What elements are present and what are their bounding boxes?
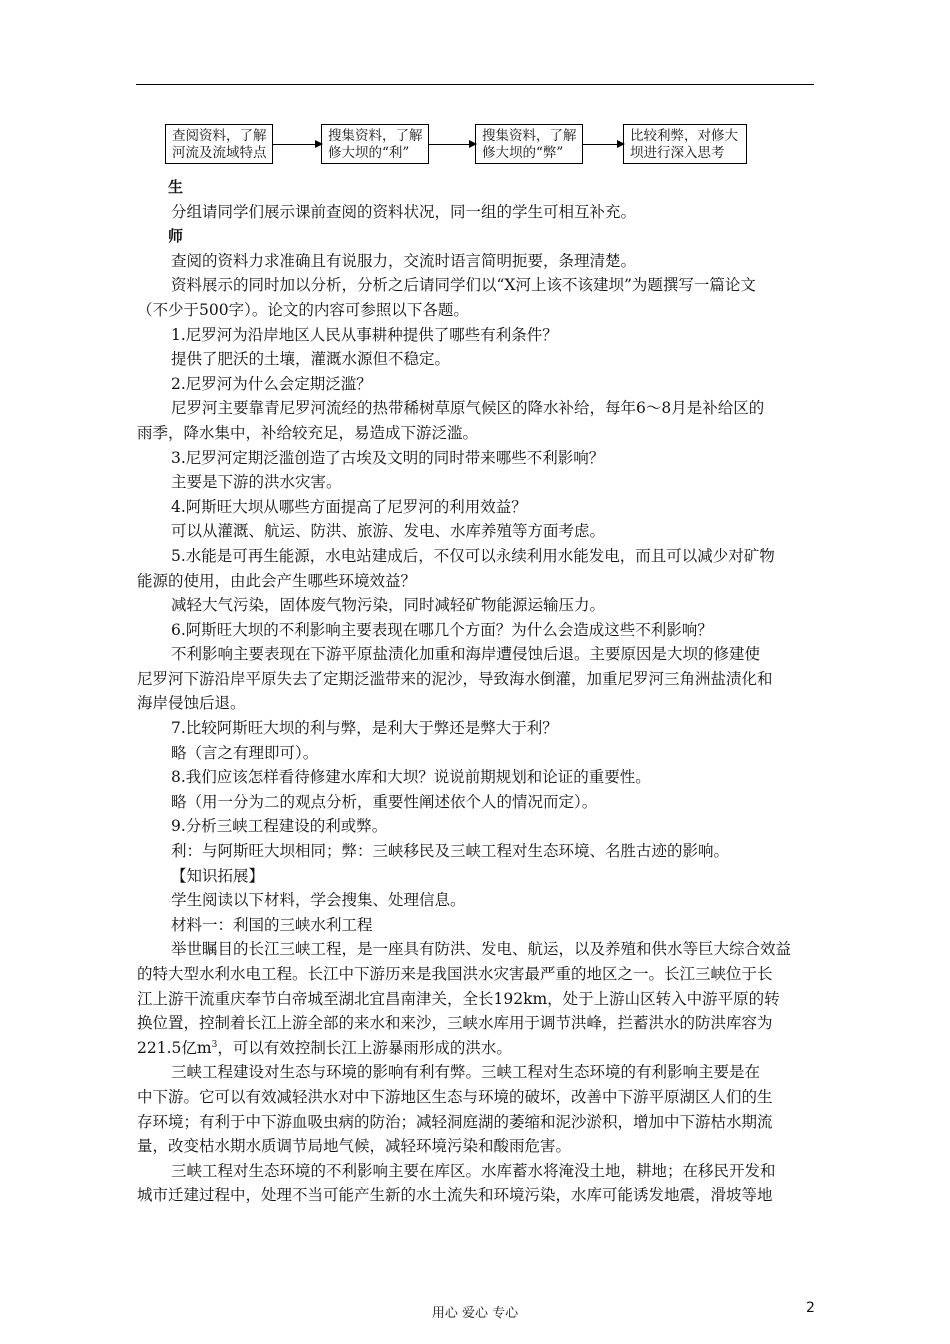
paragraph-continuation: 城市迁建过程中，处理不当可能产生新的水土流失和环境污染，水库可能诱发地震，滑坡等地 <box>137 1186 773 1205</box>
flow-arrow-icon <box>583 144 623 145</box>
superscript: 3 <box>211 1039 218 1050</box>
flow-step-3 <box>475 124 583 164</box>
question-1: 1.尼罗河为沿岸地区人民从事耕种提供了哪些有利条件？ <box>171 325 558 344</box>
flow-step-1 <box>165 124 273 164</box>
header-rule <box>136 84 814 85</box>
capacity-text: ，可以有效控制长江上游暴雨形成的洪水。 <box>217 1038 512 1057</box>
paragraph: 学生阅读以下材料，学会搜集、处理信息。 <box>171 891 466 910</box>
paragraph-continuation <box>137 1036 818 1061</box>
page-number: 2 <box>806 1300 815 1316</box>
question-9: 9.分析三峡工程建设的利或弊。 <box>171 817 388 836</box>
question-2: 2.尼罗河为什么会定期泛滥？ <box>171 374 372 393</box>
question-5-continuation: 能源的使用，由此会产生哪些环境效益？ <box>137 571 417 590</box>
question-6: 6.阿斯旺大坝的不利影响主要表现在哪几个方面？为什么会造成这些不利影响？ <box>171 620 713 639</box>
paragraph-continuation: 中下游。它可以有效减轻洪水对中下游地区生态与环境的破坏，改善中下游平原湖区人们的生 <box>137 1087 773 1106</box>
paragraph: 举世瞩目的长江三峡工程，是一座具有防洪、发电、航运，以及养殖和供水等巨大综合效益 <box>171 940 792 959</box>
flow-step-4 <box>623 124 747 164</box>
flowchart <box>165 124 785 168</box>
flow-arrow-icon <box>273 144 321 145</box>
flow-step-2-line1: 搜集资料，了解 <box>328 128 423 144</box>
paragraph-continuation: 的特大型水利水电工程。长江中下游历来是我国洪水灾害最严重的地区之一。长江三峡位于长 <box>137 965 773 983</box>
question-5: 5.水能是可再生能源，水电站建成后，不仅可以永续利用水能发电，而且可以减少对矿物 <box>171 546 775 565</box>
flow-step-3-line1: 搜集资料，了解 <box>482 128 577 144</box>
paragraph: 三峡工程建设对生态与环境的影响有利有弊。三峡工程对生态环境的有利影响主要是在 <box>171 1063 761 1082</box>
flow-step-4-line2: 坝进行深入思考 <box>630 145 725 161</box>
speaker-teacher: 师 <box>168 227 184 246</box>
document-body <box>137 175 818 1208</box>
paragraph: 查阅的资料力求准确且有说服力，交流时语言简明扼要，条理清楚。 <box>171 251 637 270</box>
answer-5: 减轻大气污染，固体废气物污染，同时减轻矿物能源运输压力。 <box>171 596 606 615</box>
paragraph-continuation: 存环境；有利于中下游血吸虫病的防治；减轻洞庭湖的萎缩和泥沙淤积，增加中下游枯水期流 <box>137 1112 773 1131</box>
capacity-value: 221.5亿m <box>137 1038 212 1057</box>
flow-step-4-line1: 比较利弊，对修大 <box>630 128 738 144</box>
answer-6-continuation: 海岸侵蚀后退。 <box>137 694 246 713</box>
question-3: 3.尼罗河定期泛滥创造了古埃及文明的同时带来哪些不利影响？ <box>171 448 605 467</box>
paragraph: 三峡工程对生态环境的不利影响主要在库区。水库蓄水将淹没土地，耕地；在移民开发和 <box>171 1161 776 1180</box>
question-8: 8.我们应该怎样看待修建水库和大坝？说说前期规划和论证的重要性。 <box>171 768 651 787</box>
paragraph-continuation: 量，改变枯水期水质调节局地气候，减轻环境污染和酸雨危害。 <box>137 1137 572 1156</box>
answer-9: 利：与阿斯旺大坝相同；弊：三峡移民及三峡工程对生态环境、名胜古迹的影响。 <box>171 842 730 861</box>
paragraph-continuation: 江上游干流重庆奉节白帝城至湖北宜昌南津关，全长192km，处于上游山区转入中游平原的转 <box>137 989 780 1008</box>
answer-1: 提供了肥沃的土壤，灌溉水源但不稳定。 <box>171 350 451 369</box>
flow-step-1-line1: 查阅资料，了解 <box>172 128 267 144</box>
answer-3: 主要是下游的洪水灾害。 <box>171 473 342 492</box>
answer-6: 不利影响主要表现在下游平原盐渍化加重和海岸遭侵蚀后退。主要原因是大坝的修建使 <box>171 645 761 664</box>
paragraph: 资料展示的同时加以分析，分析之后请同学们以“X河上该不该建坝”为题撰写一篇论文 <box>171 276 756 295</box>
paragraph-continuation: （不少于500字）。论文的内容可参照以下各题。 <box>137 300 469 319</box>
question-7: 7.比较阿斯旺大坝的利与弊，是利大于弊还是弊大于利？ <box>171 719 558 738</box>
answer-2: 尼罗河主要靠青尼罗河流经的热带稀树草原气候区的降水补给，每年6～8月是补给区的 <box>171 399 765 418</box>
page-footer: 用心 爱心 专心 <box>431 1306 519 1321</box>
flow-step-2-line2: 修大坝的“利” <box>328 145 410 161</box>
flow-step-1-line2: 河流及流域特点 <box>172 145 267 161</box>
flow-step-2 <box>321 124 429 164</box>
answer-4: 可以从灌溉、航运、防洪、旅游、发电、水库养殖等方面考虑。 <box>171 522 606 541</box>
answer-7: 略（言之有理即可）。 <box>171 743 319 762</box>
question-4: 4.阿斯旺大坝从哪些方面提高了尼罗河的利用效益？ <box>171 497 527 516</box>
material-title: 材料一：利国的三峡水利工程 <box>171 915 373 934</box>
answer-6-continuation: 尼罗河下游沿岸平原失去了定期泛滥带来的泥沙，导致海水倒灌，加重尼罗河三角洲盐渍化和 <box>137 669 773 688</box>
speaker-student: 生 <box>168 178 184 196</box>
flow-step-3-line2: 修大坝的“弊” <box>482 145 564 161</box>
answer-8: 略（用一分为二的观点分析，重要性阐述依个人的情况而定）。 <box>171 792 598 811</box>
answer-2-continuation: 雨季，降水集中，补给较充足，易造成下游泛滥。 <box>137 423 479 442</box>
paragraph-continuation: 换位置，控制着长江上游全部的来水和来沙，三峡水库用于调节洪峰，拦蓄洪水的防洪库容为 <box>137 1014 773 1033</box>
section-heading: 【知识拓展】 <box>171 866 265 885</box>
flow-arrow-icon <box>429 144 475 145</box>
paragraph: 分组请同学们展示课前查阅的资料状况，同一组的学生可相互补充。 <box>171 202 637 221</box>
